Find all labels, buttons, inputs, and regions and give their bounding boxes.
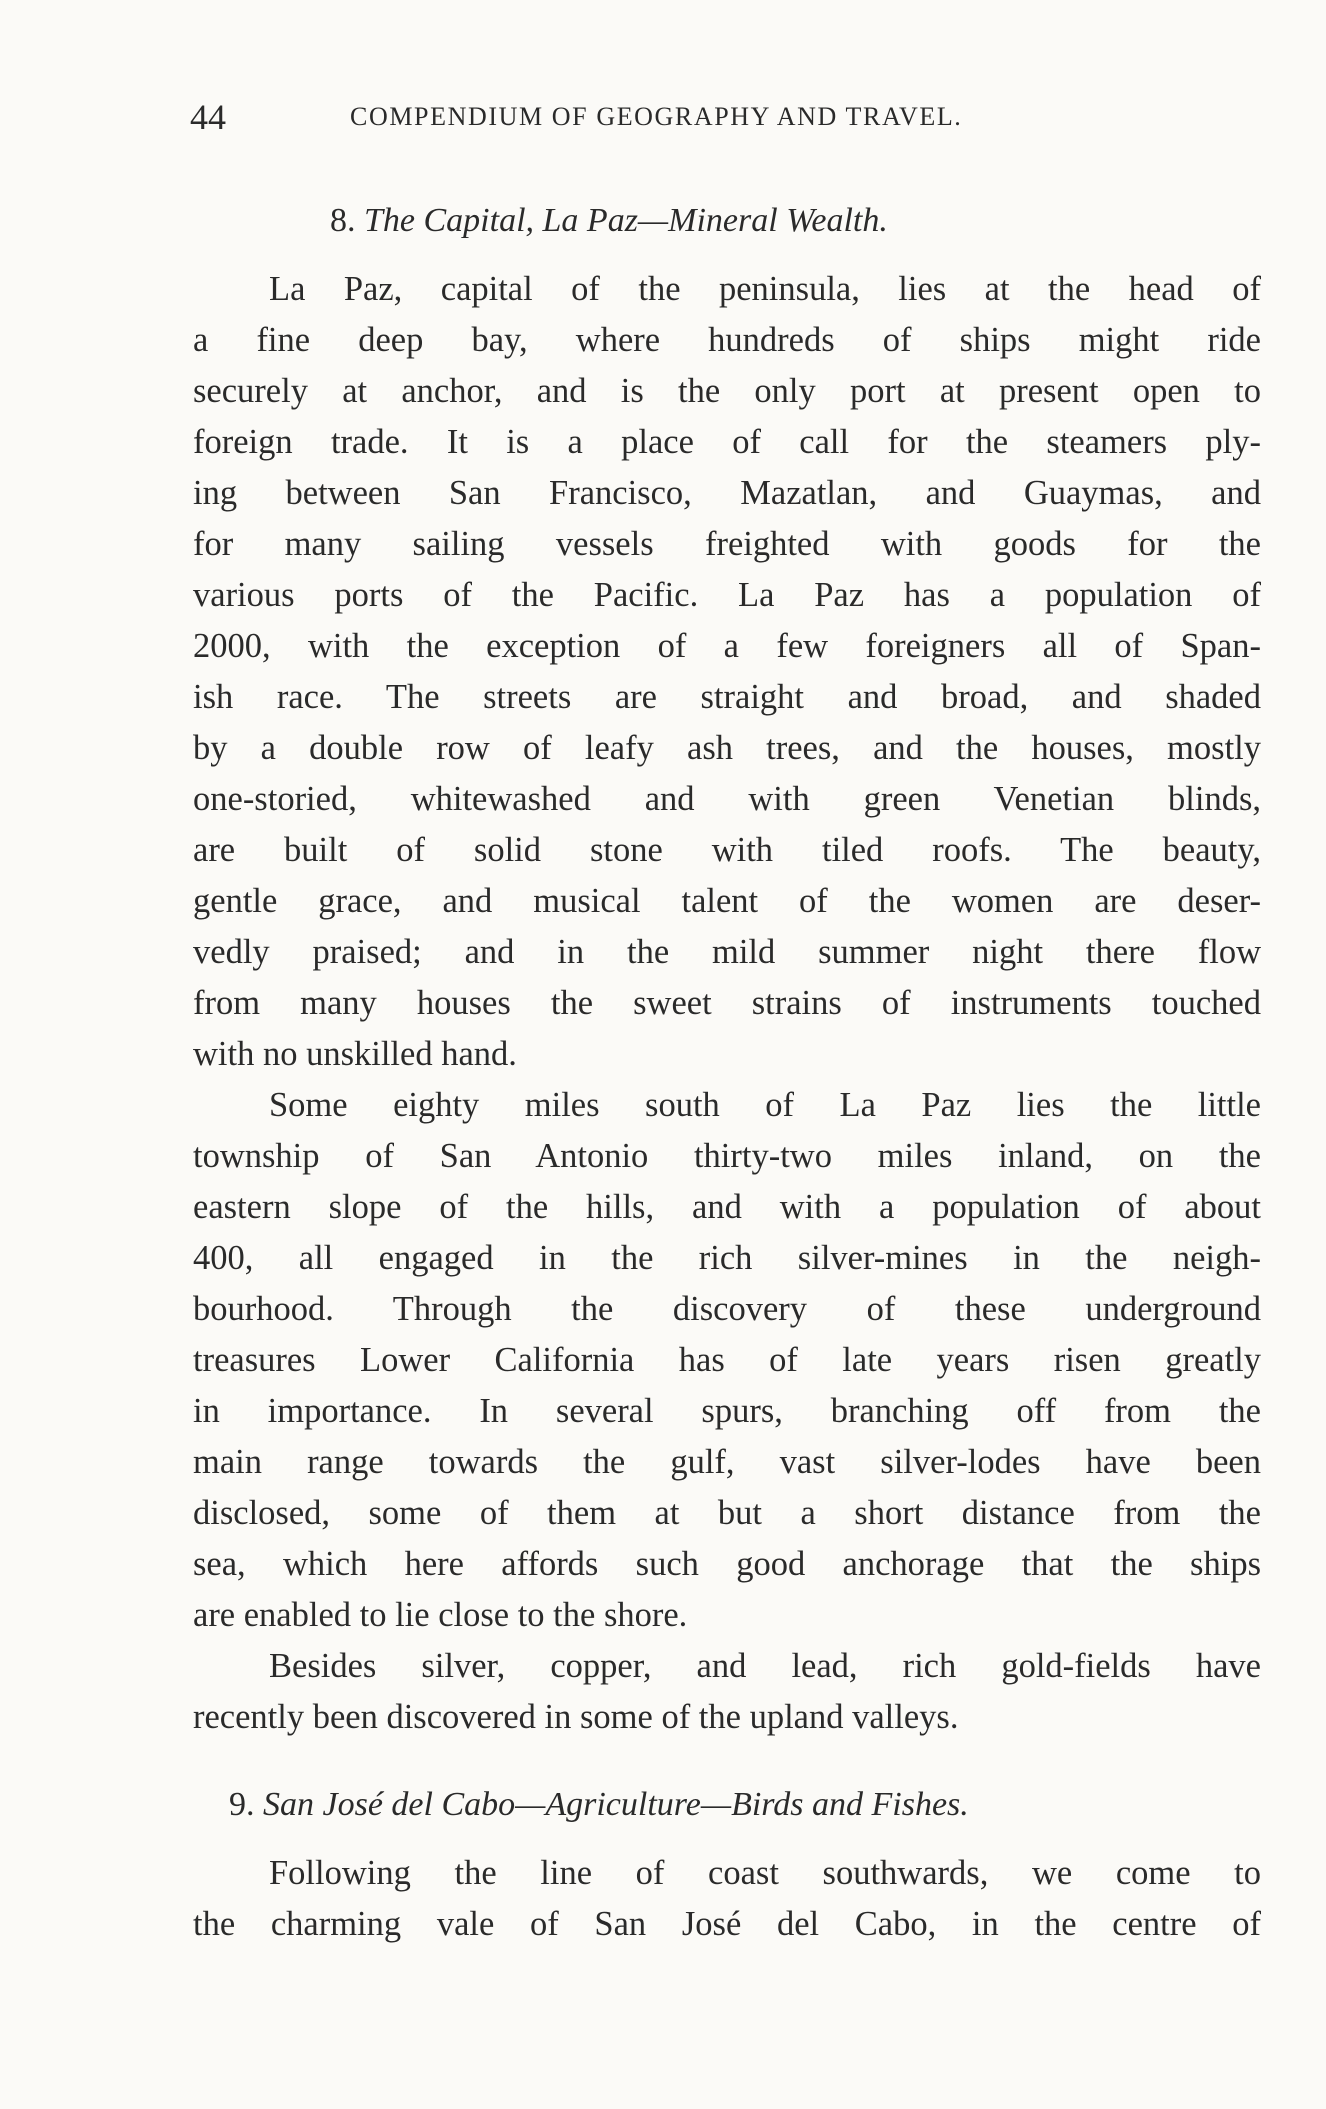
text-line: vedly praised; and in the mild summer night there flow bbox=[193, 933, 1261, 971]
text-line: bourhood. Through the discovery of these underground bbox=[193, 1290, 1261, 1328]
text-line: sea, which here affords such good anchorage that the ships bbox=[193, 1545, 1261, 1583]
section-9-body bbox=[193, 1848, 1261, 1950]
running-title: COMPENDIUM OF GEOGRAPHY AND TRAVEL. bbox=[350, 102, 963, 131]
text-line: disclosed, some of them at but a short distance from the bbox=[193, 1494, 1261, 1532]
text-line: ing between San Francisco, Mazatlan, and Guaymas, and bbox=[193, 474, 1261, 512]
text-line: Besides silver, copper, and lead, rich gold-fields have bbox=[269, 1647, 1261, 1685]
text-line: Following the line of coast southwards, we come to bbox=[269, 1854, 1261, 1892]
text-line: treasures Lower California has of late years risen greatly bbox=[193, 1341, 1261, 1379]
text-line: ish race. The streets are straight and broad, and shaded bbox=[193, 678, 1261, 716]
text-line: from many houses the sweet strains of instruments touched bbox=[193, 984, 1261, 1022]
text-line: are built of solid stone with tiled roofs. The beauty, bbox=[193, 831, 1261, 869]
text-line: 400, all engaged in the rich silver-mines in the neigh- bbox=[193, 1239, 1261, 1277]
text-line: eastern slope of the hills, and with a population of about bbox=[193, 1188, 1261, 1226]
text-line: a fine deep bay, where hundreds of ships might ride bbox=[193, 321, 1261, 359]
text-line: for many sailing vessels freighted with goods for the bbox=[193, 525, 1261, 563]
text-line: with no unskilled hand. bbox=[193, 1035, 517, 1073]
text-line: securely at anchor, and is the only port at present open to bbox=[193, 372, 1261, 410]
text-line: Some eighty miles south of La Paz lies the little bbox=[269, 1086, 1261, 1124]
running-header bbox=[190, 96, 1260, 140]
section-heading-9 bbox=[229, 1786, 969, 1824]
text-line: various ports of the Pacific. La Paz has a population of bbox=[193, 576, 1261, 614]
text-line: recently been discovered in some of the upland valleys. bbox=[193, 1698, 959, 1736]
text-line: in importance. In several spurs, branching off from the bbox=[193, 1392, 1261, 1430]
text-line: township of San Antonio thirty-two miles inland, on the bbox=[193, 1137, 1261, 1175]
section-number: 9. bbox=[229, 1786, 255, 1823]
section-number: 8. bbox=[330, 202, 356, 239]
section-heading-8 bbox=[330, 202, 888, 240]
text-line: are enabled to lie close to the shore. bbox=[193, 1596, 688, 1634]
text-line: 2000, with the exception of a few foreigners all of Span- bbox=[193, 627, 1261, 665]
text-line: the charming vale of San José del Cabo, in the centre of bbox=[193, 1905, 1261, 1943]
text-line: gentle grace, and musical talent of the women are deser- bbox=[193, 882, 1261, 920]
text-line: foreign trade. It is a place of call for the steamers ply- bbox=[193, 423, 1261, 461]
section-title: The Capital, La Paz—Mineral Wealth. bbox=[364, 202, 888, 239]
text-line: main range towards the gulf, vast silver-lodes have been bbox=[193, 1443, 1261, 1481]
page-number: 44 bbox=[190, 97, 226, 137]
section-title: San José del Cabo—Agriculture—Birds and Fishes. bbox=[263, 1786, 969, 1823]
text-line: La Paz, capital of the peninsula, lies at the head of bbox=[269, 270, 1261, 308]
text-line: by a double row of leafy ash trees, and the houses, mostly bbox=[193, 729, 1261, 767]
section-8-body bbox=[193, 264, 1261, 1743]
text-line: one-storied, whitewashed and with green Venetian blinds, bbox=[193, 780, 1261, 818]
